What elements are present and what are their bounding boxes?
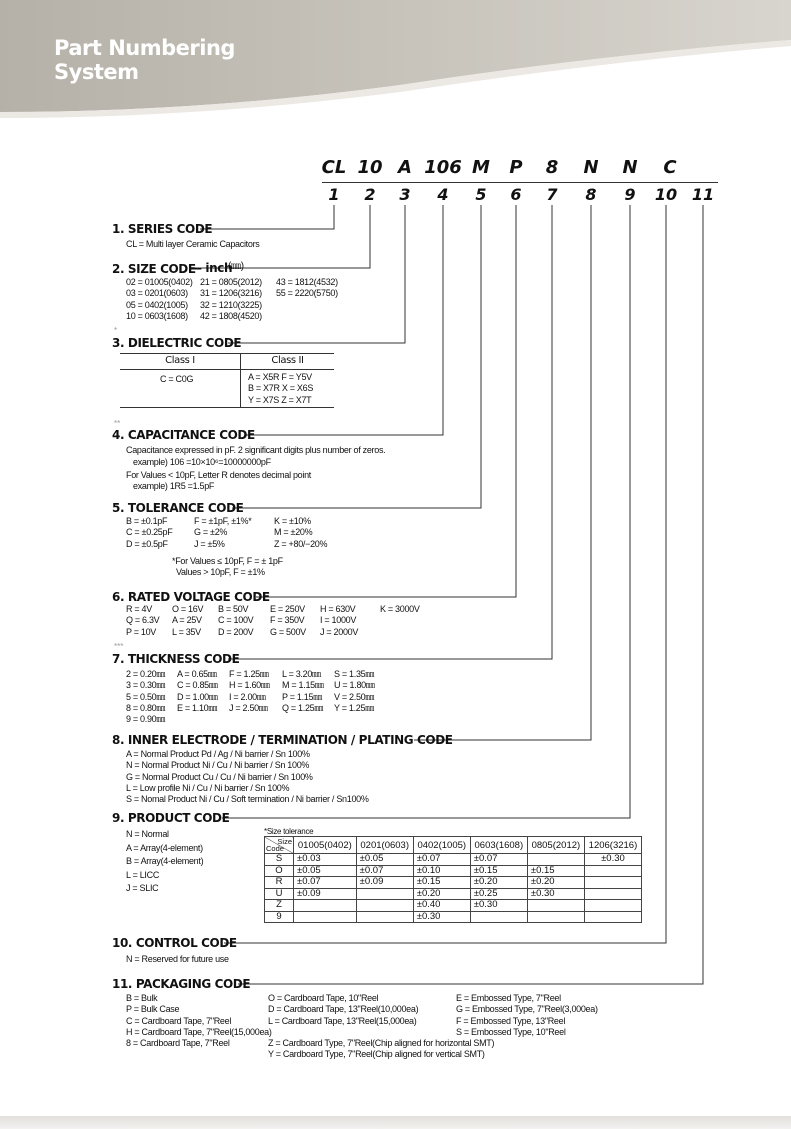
tolerance-cell xyxy=(584,888,641,900)
tolerance-cell xyxy=(356,911,413,923)
capacitance-line3: For Values < 10pF, Letter R denotes decimal point xyxy=(126,470,311,480)
thickness-star: *** xyxy=(114,642,124,651)
size-tolerance-caption: *Size tolerance xyxy=(264,827,314,836)
tolerance-col2: F = ±1pF, ±1%* G = ±2% J = ±5% xyxy=(194,516,252,549)
tolerance-cell: ±0.09 xyxy=(356,877,413,889)
dielectric-code-title: 3. DIELECTRIC CODE xyxy=(112,336,242,350)
tolerance-cell: ±0.09 xyxy=(294,888,357,900)
tolerance-cell: ±0.07 xyxy=(356,865,413,877)
pn-index-9: 9 xyxy=(624,185,636,204)
pn-char-9: N xyxy=(622,157,638,178)
tolerance-row xyxy=(265,900,642,912)
tolerance-cell: ±0.30 xyxy=(584,854,641,866)
size-code-col3: 43 = 1812(4532) 55 = 2220(5750) xyxy=(276,277,338,299)
control-code-title: 10. CONTROL CODE xyxy=(112,936,237,950)
product-code-title: 9. PRODUCT CODE xyxy=(112,811,230,825)
corner-cell: Size Code xyxy=(266,837,292,853)
capacitance-star: ** xyxy=(114,419,121,428)
tolerance-row xyxy=(265,888,642,900)
size-tolerance-table xyxy=(264,836,642,923)
thickness-col1: 2 = 0.20㎜ 3 = 0.30㎜ 5 = 0.50㎜ 8 = 0.80㎜ 9 = 0.90㎜ xyxy=(126,669,166,725)
packaging-extra: Z = Cardboard Type, 7"Reel(Chip aligned for horizontal SMT) Y = Cardboard Type, 7"Reel(Chip aligned for vertical SMT) xyxy=(268,1038,495,1060)
tolerance-cell xyxy=(356,900,413,912)
electrode-code-title: 8. INNER ELECTRODE / TERMINATION / PLATING CODE xyxy=(112,733,453,747)
tolerance-row-code: U xyxy=(265,888,294,900)
tolerance-cell xyxy=(527,911,584,923)
col-header-0402: 0402(1005) xyxy=(413,837,470,854)
voltage-col1: R = 4V Q = 6.3V P = 10V xyxy=(126,604,160,637)
tolerance-col1: B = ±0.1pF C = ±0.25pF D = ±0.5pF xyxy=(126,516,173,549)
tolerance-cell: ±0.30 xyxy=(470,900,527,912)
capacitance-line1: Capacitance expressed in pF. 2 significant digits plus number of zeros. xyxy=(126,445,386,455)
thickness-code-title: 7. THICKNESS CODE xyxy=(112,652,240,666)
col-header-0603: 0603(1608) xyxy=(470,837,527,854)
tolerance-cell: ±0.05 xyxy=(294,865,357,877)
size-code-unit: — inch xyxy=(190,261,233,275)
series-code-title: 1. SERIES CODE xyxy=(112,222,213,236)
tolerance-cell xyxy=(356,888,413,900)
tolerance-cell xyxy=(584,865,641,877)
tolerance-row-code: Z xyxy=(265,900,294,912)
pn-index-10: 10 xyxy=(654,185,678,204)
tolerance-code-title: 5. TOLERANCE CODE xyxy=(112,501,244,515)
tolerance-row-code: S xyxy=(265,854,294,866)
tolerance-cell: ±0.15 xyxy=(470,865,527,877)
pn-char-5: M xyxy=(472,157,490,178)
pn-char-2: 10 xyxy=(357,157,383,178)
page-title-line1: Part Numbering xyxy=(54,36,235,60)
tolerance-note: *For Values ≤ 10pF, F = ± 1pF Values > 10pF, F = ±1% xyxy=(172,556,283,578)
tolerance-cell: ±0.15 xyxy=(413,877,470,889)
packaging-col3: E = Embossed Type, 7"Reel G = Embossed Type, 7"Reel(3,000ea) F = Embossed Type, 13"Reel S = Embossed Type, 10"Reel xyxy=(456,993,598,1037)
tolerance-cell xyxy=(470,911,527,923)
pn-index-7: 7 xyxy=(546,185,558,204)
dielectric-star: * xyxy=(114,326,118,335)
thickness-col2: A = 0.65㎜ C = 0.85㎜ D = 1.00㎜ E = 1.10㎜ xyxy=(177,669,218,713)
tolerance-row-code: 9 xyxy=(265,911,294,923)
tolerance-cell: ±0.25 xyxy=(470,888,527,900)
tolerance-row xyxy=(265,877,642,889)
page-title-line2: System xyxy=(54,60,139,84)
tolerance-cell: ±0.30 xyxy=(527,888,584,900)
tolerance-cell xyxy=(584,877,641,889)
voltage-col4: E = 250V F = 350V G = 500V xyxy=(270,604,306,637)
voltage-col6: K = 3000V xyxy=(380,604,420,614)
tolerance-row-code: R xyxy=(265,877,294,889)
capacitance-line2: example) 106 =10×10⁶=10000000pF xyxy=(133,457,271,467)
product-code-lines: N = Normal A = Array(4-element) B = Array(4-element) L = LICC J = SLIC xyxy=(126,829,204,893)
voltage-col2: O = 16V A = 25V L = 35V xyxy=(172,604,204,637)
pn-char-4: 106 xyxy=(424,157,462,178)
size-code-col2: 21 = 0805(2012) 31 = 1206(3216) 32 = 1210(3225) 42 = 1808(4520) xyxy=(200,277,262,321)
tolerance-cell: ±0.05 xyxy=(356,854,413,866)
packaging-col2: O = Cardboard Tape, 10"Reel D = Cardboard Tape, 13"Reel(10,000ea) L = Cardboard Tape, 13"Reel(15,000ea) xyxy=(268,993,419,1026)
dielectric-rule-mid xyxy=(120,369,334,370)
voltage-col3: B = 50V C = 100V D = 200V xyxy=(218,604,254,637)
tolerance-cell: ±0.07 xyxy=(294,877,357,889)
thickness-col4: L = 3.20㎜ M = 1.15㎜ P = 1.15㎜ Q = 1.25㎜ xyxy=(282,669,324,713)
control-code-text: N = Reserved for future use xyxy=(126,954,229,964)
pn-char-8: N xyxy=(583,157,599,178)
series-code-text: CL = Multi layer Ceramic Capacitors xyxy=(126,239,260,249)
class-2-header: Class II xyxy=(271,355,304,366)
col-header-0805: 0805(2012) xyxy=(527,837,584,854)
size-code-title: 2. SIZE CODE xyxy=(112,262,196,276)
tolerance-cell: ±0.07 xyxy=(413,854,470,866)
pn-char-6: P xyxy=(509,157,523,178)
tolerance-cell: ±0.10 xyxy=(413,865,470,877)
col-header-01005: 01005(0402) xyxy=(294,837,357,854)
pn-index-5: 5 xyxy=(475,185,487,204)
pn-index-4: 4 xyxy=(437,185,449,204)
dielectric-rule-bottom xyxy=(120,407,334,408)
tolerance-row-code: O xyxy=(265,865,294,877)
tolerance-cell: ±0.15 xyxy=(527,865,584,877)
tolerance-cell: ±0.20 xyxy=(527,877,584,889)
pn-char-3: A xyxy=(398,157,412,178)
tolerance-cell: ±0.03 xyxy=(294,854,357,866)
tolerance-cell xyxy=(527,854,584,866)
tolerance-cell: ±0.07 xyxy=(470,854,527,866)
pn-index-6: 6 xyxy=(510,185,522,204)
tolerance-cell: ±0.20 xyxy=(413,888,470,900)
tolerance-cell xyxy=(294,911,357,923)
packaging-code-title: 11. PACKAGING CODE xyxy=(112,977,251,991)
pn-char-1: CL xyxy=(321,157,347,178)
pn-char-7: 8 xyxy=(545,157,559,178)
col-header-0201: 0201(0603) xyxy=(356,837,413,854)
size-code-unit-mm: (㎜) xyxy=(228,261,244,272)
tolerance-row xyxy=(265,865,642,877)
tolerance-row xyxy=(265,911,642,923)
electrode-lines: A = Normal Product Pd / Ag / Ni barrier / Sn 100% N = Normal Product Ni / Cu / Ni barrier / Sn 100% G = Normal Product Cu / Cu / Ni barrier / Sn 100% L = Low profile Ni / Cu / Ni barrier / Sn 100% S = Nomal Product Ni / Cu / Soft termination / Ni barrier / Sn100% xyxy=(126,749,369,805)
thickness-col5: S = 1.35㎜ U = 1.80㎜ V = 2.50㎜ Y = 1.25㎜ xyxy=(334,669,375,713)
pn-index-3: 3 xyxy=(399,185,411,204)
size-code-col1: 02 = 01005(0402) 03 = 0201(0603) 05 = 0402(1005) 10 = 0603(1608) xyxy=(126,277,193,321)
tolerance-row xyxy=(265,854,642,866)
class-1-value: C = C0G xyxy=(160,374,194,384)
thickness-col3: F = 1.25㎜ H = 1.60㎜ I = 2.00㎜ J = 2.50㎜ xyxy=(229,669,270,713)
pn-index-1: 1 xyxy=(328,185,340,204)
pn-index-2: 2 xyxy=(364,185,376,204)
tolerance-cell xyxy=(294,900,357,912)
capacitance-line4: example) 1R5 =1.5pF xyxy=(133,481,215,491)
tolerance-col3: K = ±10% M = ±20% Z = +80/−20% xyxy=(274,516,328,549)
voltage-col5: H = 630V I = 1000V J = 2000V xyxy=(320,604,359,637)
tolerance-cell xyxy=(527,900,584,912)
tolerance-cell xyxy=(584,911,641,923)
voltage-code-title: 6. RATED VOLTAGE CODE xyxy=(112,590,270,604)
class-2-values: A = X5R F = Y5V B = X7R X = X6S Y = X7S Z = X7T xyxy=(248,372,314,405)
packaging-col1: B = Bulk P = Bulk Case C = Cardboard Tape, 7"Reel H = Cardboard Tape, 7"Reel(15,000ea) 8 = Cardboard Tape, 7"Reel xyxy=(126,993,272,1049)
tolerance-cell: ±0.40 xyxy=(413,900,470,912)
dielectric-rule-top xyxy=(120,353,334,354)
tolerance-cell: ±0.20 xyxy=(470,877,527,889)
pn-index-8: 8 xyxy=(585,185,597,204)
class-1-header: Class I xyxy=(165,355,195,366)
tolerance-cell xyxy=(584,900,641,912)
pn-index-11: 11 xyxy=(691,185,715,204)
tolerance-cell: ±0.30 xyxy=(413,911,470,923)
pn-char-10: C xyxy=(663,157,677,178)
capacitance-code-title: 4. CAPACITANCE CODE xyxy=(112,428,255,442)
col-header-1206: 1206(3216) xyxy=(584,837,641,854)
footer-band xyxy=(0,1116,791,1129)
